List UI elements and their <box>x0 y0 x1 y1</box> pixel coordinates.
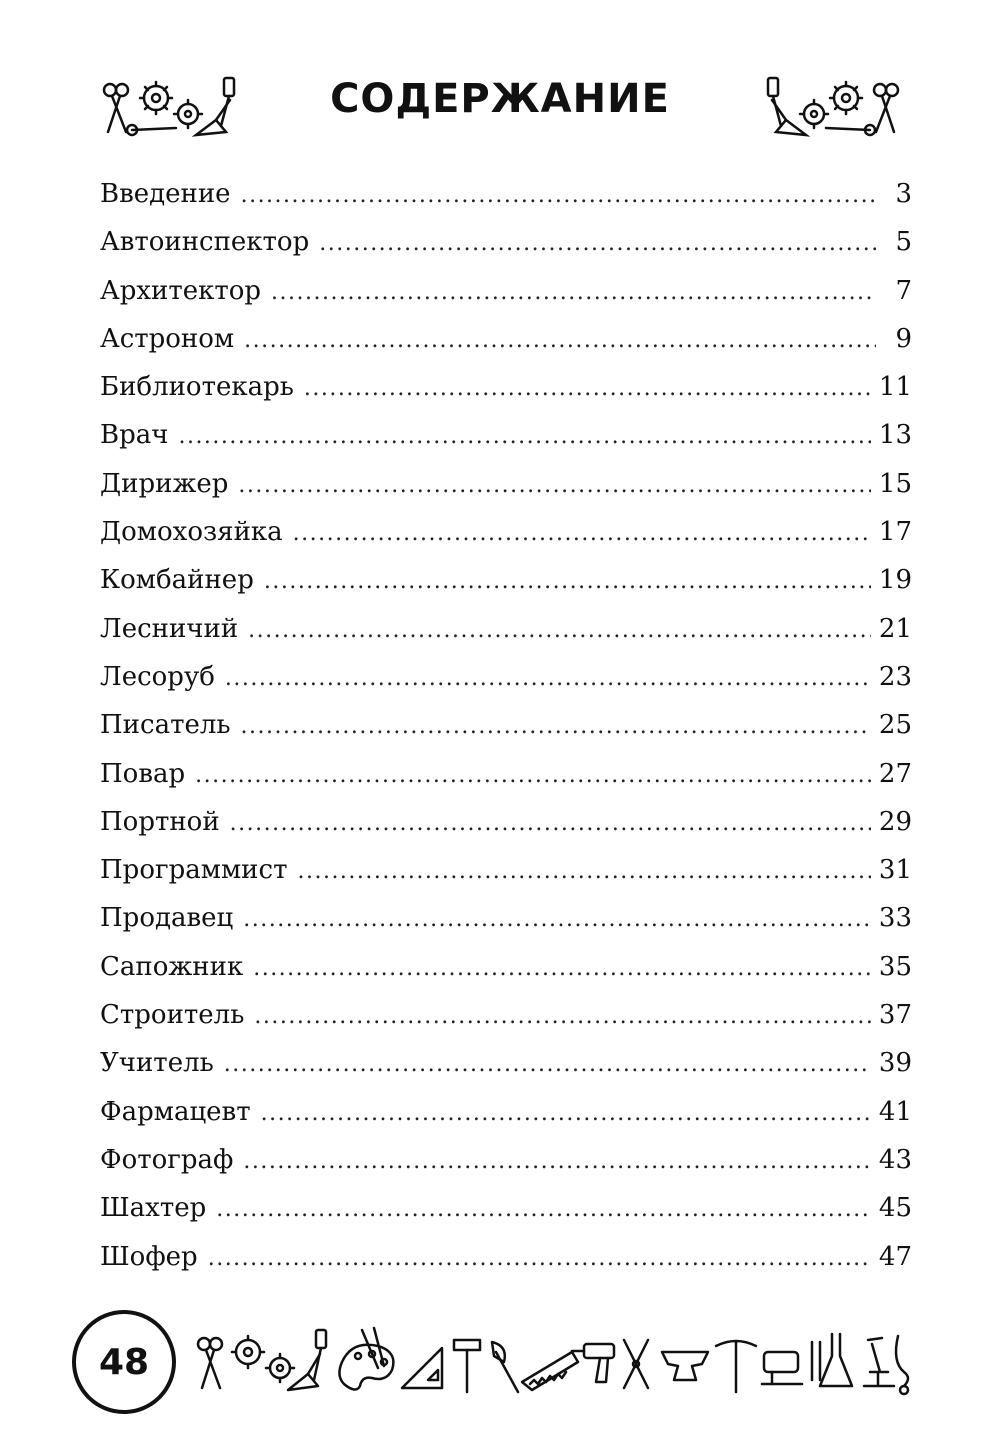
table-of-contents <box>100 170 912 1281</box>
toc-entry-page: 13 <box>878 420 912 451</box>
toc-entry[interactable] <box>100 750 912 798</box>
toc-leader-dots <box>216 1186 871 1234</box>
toc-leader-dots <box>243 896 871 944</box>
toc-entry[interactable] <box>100 267 912 315</box>
toc-entry[interactable] <box>100 556 912 604</box>
toc-leader-dots <box>319 220 876 268</box>
toc-entry-title: Шахтер <box>100 1193 207 1224</box>
toc-entry[interactable] <box>100 798 912 846</box>
toc-entry[interactable] <box>100 508 912 556</box>
toc-leader-dots <box>208 1235 871 1283</box>
toc-entry[interactable] <box>100 363 912 411</box>
toc-entry-title: Учитель <box>100 1048 214 1079</box>
page-footer <box>0 1310 1000 1420</box>
toc-entry-page: 31 <box>878 855 912 886</box>
toc-entry-title: Сапожник <box>100 951 244 982</box>
toc-entry[interactable] <box>100 653 912 701</box>
toc-entry-page: 23 <box>878 661 912 692</box>
toc-entry-page: 5 <box>895 227 912 258</box>
toc-entry-title: Программист <box>100 855 288 886</box>
toc-entry[interactable] <box>100 170 912 218</box>
toc-entry-title: Дирижер <box>100 468 229 499</box>
toc-entry[interactable] <box>100 701 912 749</box>
toc-entry-page: 21 <box>878 613 912 644</box>
toc-entry[interactable] <box>100 943 912 991</box>
toc-entry-page: 43 <box>878 1144 912 1175</box>
toc-leader-dots <box>225 655 871 703</box>
toc-leader-dots <box>271 269 876 317</box>
toc-leader-dots <box>243 1138 871 1186</box>
professions-tools-strip-icon <box>192 1322 912 1402</box>
toc-entry-page: 37 <box>878 1000 912 1031</box>
toc-entry-title: Строитель <box>100 1000 245 1031</box>
toc-entry-title: Фармацевт <box>100 1096 251 1127</box>
toc-entry-page: 11 <box>878 372 912 403</box>
toc-entry-page: 29 <box>878 806 912 837</box>
toc-entry[interactable] <box>100 894 912 942</box>
toc-entry[interactable] <box>100 1184 912 1232</box>
toc-entry-page: 27 <box>878 758 912 789</box>
toc-entry[interactable] <box>100 1039 912 1087</box>
toc-entry-title: Лесоруб <box>100 661 215 692</box>
toc-leader-dots <box>264 558 871 606</box>
toc-entry-title: Фотограф <box>100 1144 234 1175</box>
toc-leader-dots <box>304 365 871 413</box>
toc-entry-page: 41 <box>878 1096 912 1127</box>
toc-entry-page: 19 <box>878 565 912 596</box>
toc-entry[interactable] <box>100 315 912 363</box>
toc-entry-title: Астроном <box>100 323 235 354</box>
toc-leader-dots <box>254 993 871 1041</box>
toc-entry-page: 15 <box>878 468 912 499</box>
toc-entry-page: 7 <box>895 275 912 306</box>
toc-entry[interactable] <box>100 1233 912 1281</box>
toc-entry-title: Автоинспектор <box>100 227 310 258</box>
toc-entry-page: 47 <box>878 1241 912 1272</box>
toc-leader-dots <box>178 413 870 461</box>
toc-entry-title: Введение <box>100 179 231 209</box>
toc-entry-page: 39 <box>878 1048 912 1079</box>
toc-entry[interactable] <box>100 411 912 459</box>
page-number: 48 <box>72 1310 176 1414</box>
toc-leader-dots <box>224 1041 871 1089</box>
toc-entry-title: Лесничий <box>100 613 239 644</box>
toc-entry-title: Писатель <box>100 710 231 741</box>
toc-entry-title: Библиотекарь <box>100 372 294 403</box>
toc-entry-page: 33 <box>878 903 912 934</box>
toc-leader-dots <box>195 752 871 800</box>
toc-entry[interactable] <box>100 218 912 266</box>
toc-entry-title: Шофер <box>100 1241 198 1272</box>
toc-entry[interactable] <box>100 846 912 894</box>
toc-entry-page: 9 <box>895 323 912 354</box>
toc-entry-title: Комбайнер <box>100 565 254 596</box>
toc-entry-page: 45 <box>878 1193 912 1224</box>
toc-entry[interactable] <box>100 1136 912 1184</box>
toc-entry[interactable] <box>100 1088 912 1136</box>
toc-entry[interactable] <box>100 991 912 1039</box>
toc-leader-dots <box>253 945 871 993</box>
toc-entry-page: 35 <box>878 951 912 982</box>
toc-entry-page: 3 <box>895 179 912 209</box>
toc-leader-dots <box>297 848 870 896</box>
toc-leader-dots <box>241 172 876 220</box>
toc-entry-title: Домохозяйка <box>100 517 283 548</box>
toc-entry-page: 25 <box>878 710 912 741</box>
toc-leader-dots <box>230 800 871 848</box>
toc-entry-title: Врач <box>100 420 169 451</box>
toc-entry-title: Портной <box>100 806 220 837</box>
toc-entry-title: Архитектор <box>100 275 262 306</box>
toc-entry[interactable] <box>100 605 912 653</box>
toc-leader-dots <box>293 510 871 558</box>
toc-leader-dots <box>241 703 871 751</box>
tools-ornament-icon <box>756 70 906 145</box>
toc-leader-dots <box>238 462 871 510</box>
toc-leader-dots <box>261 1090 871 1138</box>
toc-leader-dots <box>248 607 871 655</box>
toc-entry[interactable] <box>100 460 912 508</box>
toc-leader-dots <box>244 317 876 365</box>
toc-entry-page: 17 <box>878 517 912 548</box>
toc-entry-title: Продавец <box>100 903 234 934</box>
toc-entry-title: Повар <box>100 758 186 789</box>
page-title: СОДЕРЖАНИЕ <box>330 76 670 122</box>
page-header <box>0 70 1000 150</box>
